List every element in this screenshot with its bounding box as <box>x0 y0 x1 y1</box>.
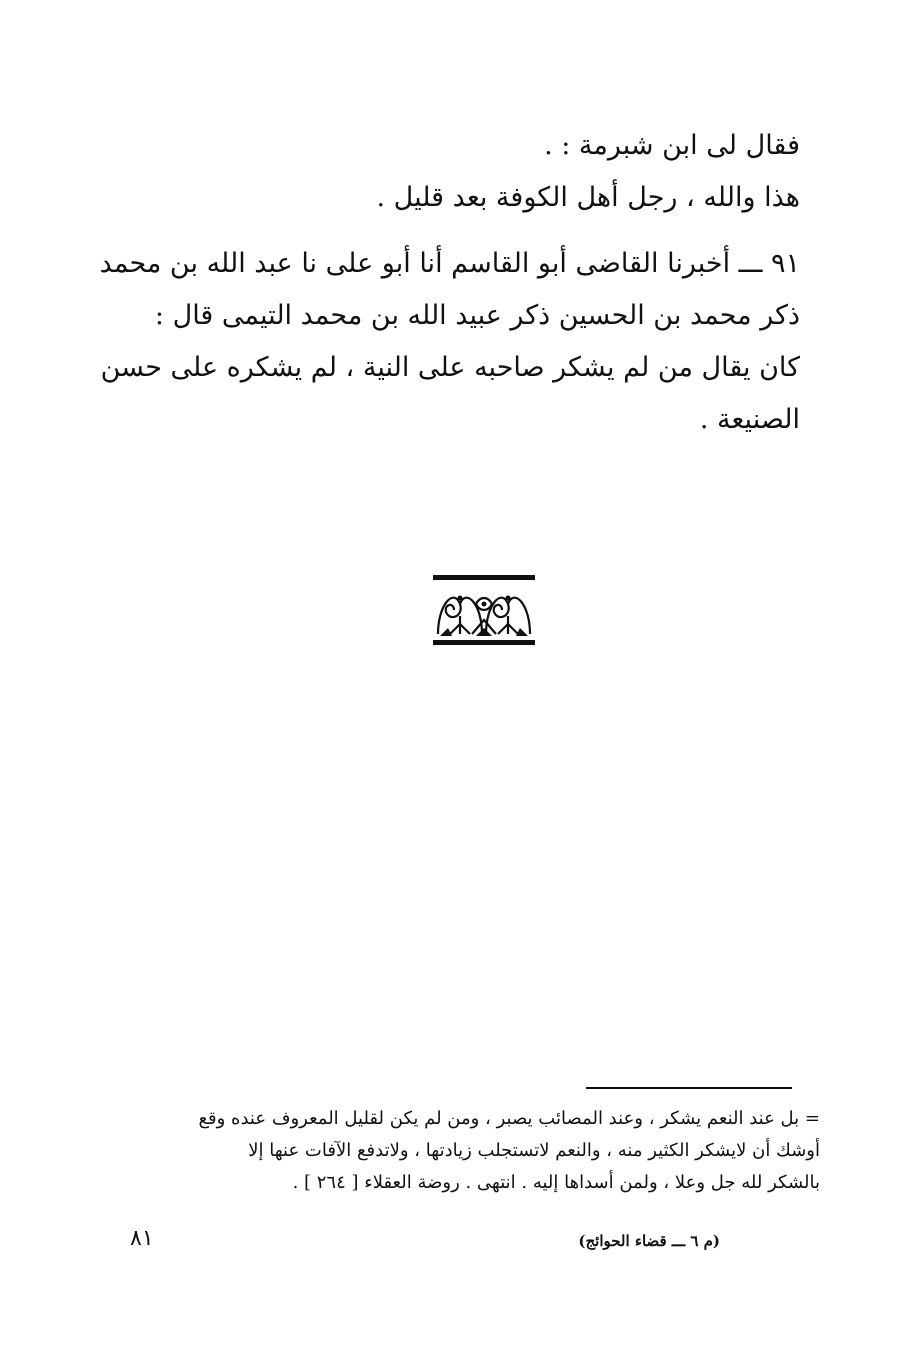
text-line: فقال لى ابن شبرمة : . <box>544 130 800 161</box>
footnotes <box>120 1103 820 1199</box>
arabesque-ornament-icon <box>432 574 536 646</box>
footnote-line: بالشكر لله جل وعلا ، ولمن أسداها إليه . انتهى . روضة العقلاء [ ٢٦٤ ] . <box>292 1172 820 1193</box>
footnote-divider <box>586 1087 792 1089</box>
main-text <box>99 120 800 446</box>
hadith-line: الصنيعة . <box>699 404 800 435</box>
footnote-line: = بل عند النعم يشكر ، وعند المصائب يصبر ، ومن لم يكن لقليل المعروف عنده وقع <box>198 1108 820 1129</box>
hadith-line: ذكر محمد بن الحسين ذكر عبيد الله بن محمد التيمى قال : <box>154 300 800 331</box>
text-line: هذا والله ، رجل أهل الكوفة بعد قليل . <box>376 182 800 213</box>
page-number: ٨١ <box>130 1226 154 1251</box>
footnote-line: أوشك أن لايشكر الكثير منه ، والنعم لاتستجلب زيادتها ، ولاتدفع الآفات عنها إلا <box>248 1140 820 1161</box>
signature-mark: (م ٦ ـــ قضاء الحوائج) <box>578 1232 720 1250</box>
hadith-line: ٩١ ـــ أخبرنا القاضى أبو القاسم أنا أبو على نا عبد الله بن محمد <box>99 248 800 279</box>
hadith-line: كان يقال من لم يشكر صاحبه على النية ، لم يشكره على حسن <box>100 352 800 383</box>
